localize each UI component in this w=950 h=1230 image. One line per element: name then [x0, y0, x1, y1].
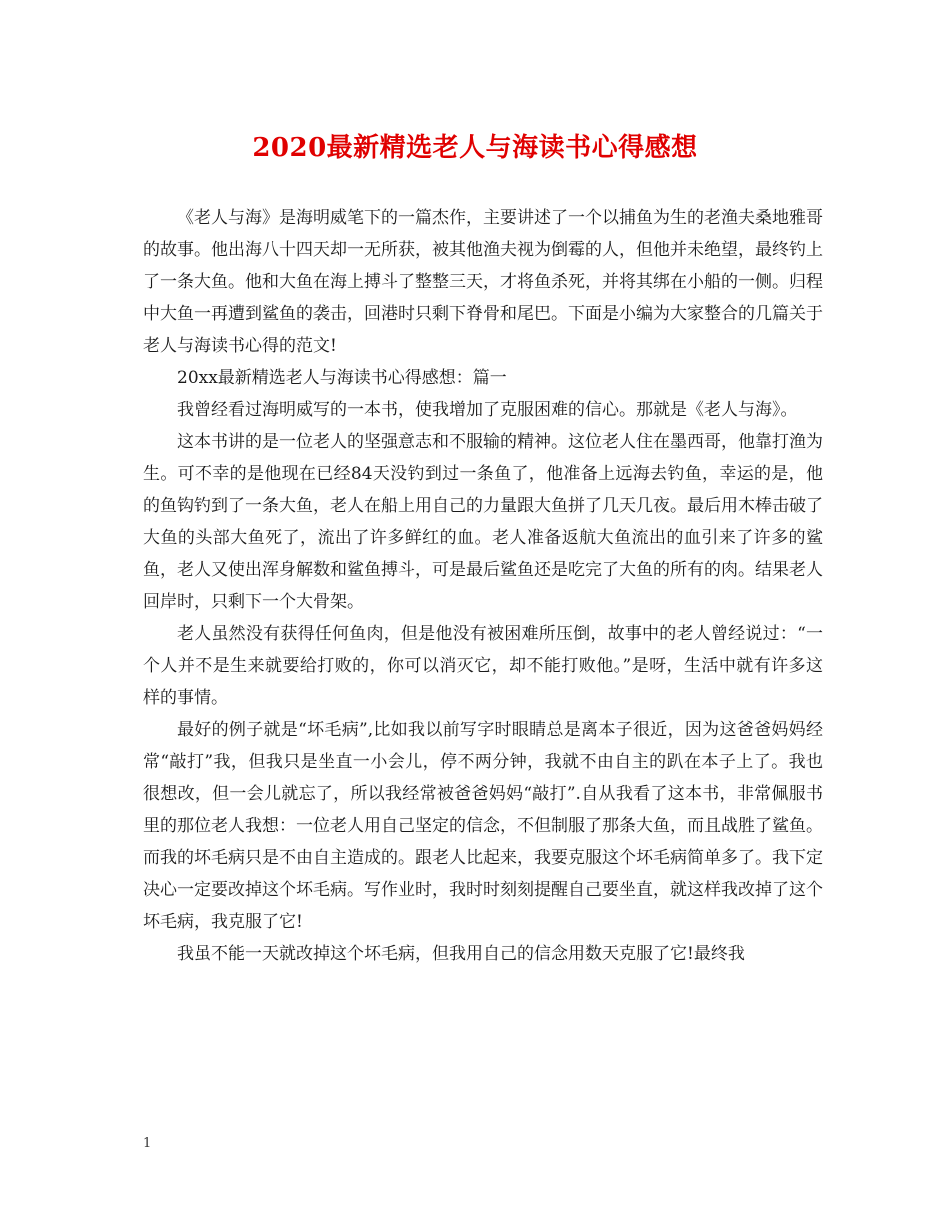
- paragraph: 我曾经看过海明威写的一本书，使我增加了克服困难的信心。那就是《老人与海》。: [177, 400, 798, 420]
- paragraph-intro: 《老人与海》是海明威笔下的一篇杰作，主要讲述了一个以捕鱼为生的老渔夫桑地雅哥的故事。他出海八十四天却一无所获，被其他渔夫视为倒霉的人，但他并未绝望，最终钓上了一条大鱼。他和大鱼在海上搏斗了整整三天，才将鱼杀死，并将其绑在小船的一侧。归程中大鱼一再遭到鲨鱼的袭击，回港时只剩下脊骨和尾巴。下面是小编为大家整合的几篇关于老人与海读书心得的范文!: [143, 208, 823, 356]
- paragraph-subheading: 20xx最新精选老人与海读书心得感想：篇一: [177, 368, 507, 388]
- document-body: [143, 202, 823, 970]
- document-title: 2020最新精选老人与海读书心得感想: [252, 133, 698, 163]
- paragraph: 我虽不能一天就改掉这个坏毛病，但我用自己的信念用数天克服了它!最终我: [177, 944, 745, 964]
- paragraph: 这本书讲的是一位老人的坚强意志和不服输的精神。这位老人住在墨西哥，他靠打渔为生。可不幸的是他现在已经84天没钓到过一条鱼了，他准备上远海去钓鱼，幸运的是，他的鱼钩钓到了一条大鱼，老人在船上用自己的力量跟大鱼拼了几天几夜。最后用木棒击破了大鱼的头部大鱼死了，流出了许多鲜红的血。老人准备返航大鱼流出的血引来了许多的鲨鱼，老人又使出浑身解数和鲨鱼搏斗，可是最后鲨鱼还是吃完了大鱼的所有的肉。结果老人回岸时，只剩下一个大骨架。: [143, 432, 823, 612]
- paragraph: 老人虽然没有获得任何鱼肉，但是他没有被困难所压倒，故事中的老人曾经说过：“一个人并不是生来就要给打败的，你可以消灭它，却不能打败他。”是呀，生活中就有许多这样的事情。: [143, 624, 823, 708]
- page-number: 1: [143, 1136, 152, 1151]
- paragraph: 最好的例子就是“坏毛病”,比如我以前写字时眼睛总是离本子很近，因为这爸爸妈妈经常“敲打”我，但我只是坐直一小会儿，停不两分钟，我就不由自主的趴在本子上了。我也很想改，但一会儿就忘了，所以我经常被爸爸妈妈“敲打”.自从我看了这本书，非常佩服书里的那位老人我想：一位老人用自己坚定的信念，不但制服了那条大鱼，而且战胜了鲨鱼。而我的坏毛病只是不由自主造成的。跟老人比起来，我要克服这个坏毛病简单多了。我下定决心一定要改掉这个坏毛病。写作业时，我时时刻刻提醒自己要坐直，就这样我改掉了这个坏毛病，我克服了它!: [143, 720, 823, 932]
